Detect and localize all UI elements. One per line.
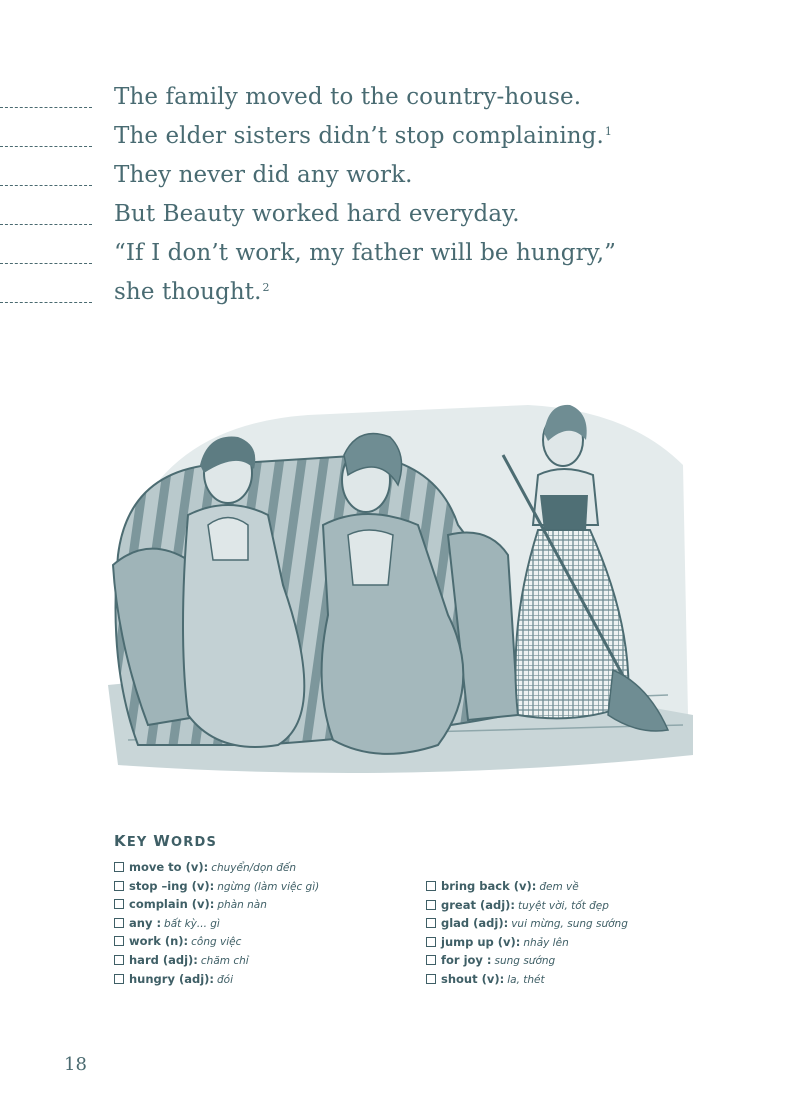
key-word-item: stop –ing (v): ngừng (làm việc gì) [114, 879, 319, 898]
story-line [0, 201, 800, 240]
dashed-rule [0, 302, 92, 303]
story-line [0, 84, 800, 123]
story-line-text: But Beauty worked hard everyday. [114, 201, 520, 227]
checkbox-icon [426, 955, 436, 965]
story-line-text: The family moved to the country-house. [114, 84, 582, 110]
dashed-rule [0, 185, 92, 186]
key-word-item: work (n): công việc [114, 934, 319, 953]
key-word-item: for joy : sung sướng [426, 953, 628, 972]
illustration-sisters-and-beauty [108, 385, 693, 780]
key-word-item: move to (v): chuyển/dọn đến [114, 860, 319, 879]
checkbox-icon [426, 918, 436, 928]
story-line [0, 240, 800, 279]
story-illustration [108, 385, 693, 780]
checkbox-icon [426, 937, 436, 947]
checkbox-icon [114, 955, 124, 965]
dashed-rule [0, 107, 92, 108]
key-word-item: jump up (v): nhảy lên [426, 935, 628, 954]
story-text [0, 84, 800, 318]
checkbox-icon [114, 899, 124, 909]
checkbox-icon [114, 918, 124, 928]
story-line [0, 123, 800, 162]
key-words-title: KEY WORDS [114, 832, 218, 850]
checkbox-icon [426, 974, 436, 984]
story-line-text: They never did any work. [114, 162, 413, 188]
dashed-rule [0, 224, 92, 225]
key-word-item: hungry (adj): đói [114, 972, 319, 991]
checkbox-icon [426, 881, 436, 891]
key-words-right-column [426, 879, 628, 991]
key-word-item: great (adj): tuyệt vời, tốt đẹp [426, 898, 628, 917]
checkbox-icon [114, 862, 124, 872]
checkbox-icon [114, 936, 124, 946]
key-words-left-column [114, 860, 319, 990]
key-word-item: shout (v): la, thét [426, 972, 628, 991]
story-line-text: she thought.$^2$ [114, 279, 270, 305]
dashed-rule [0, 146, 92, 147]
footnote-marker: 2 [262, 281, 270, 294]
dashed-rule [0, 263, 92, 264]
page-number: 18 [64, 1054, 87, 1075]
key-word-item: complain (v): phàn nàn [114, 897, 319, 916]
story-line [0, 162, 800, 201]
story-line [0, 279, 800, 318]
story-line-text: “If I don’t work, my father will be hungry,” [114, 240, 616, 266]
checkbox-icon [114, 881, 124, 891]
key-word-item: bring back (v): đem về [426, 879, 628, 898]
key-word-item: glad (adj): vui mừng, sung sướng [426, 916, 628, 935]
checkbox-icon [426, 900, 436, 910]
footnote-marker: 1 [604, 125, 613, 138]
key-word-item: any : bất kỳ... gì [114, 916, 319, 935]
key-word-item: hard (adj): chăm chỉ [114, 953, 319, 972]
checkbox-icon [114, 974, 124, 984]
story-line-text: The elder sisters didn’t stop complaining.$^1$ [114, 123, 613, 149]
